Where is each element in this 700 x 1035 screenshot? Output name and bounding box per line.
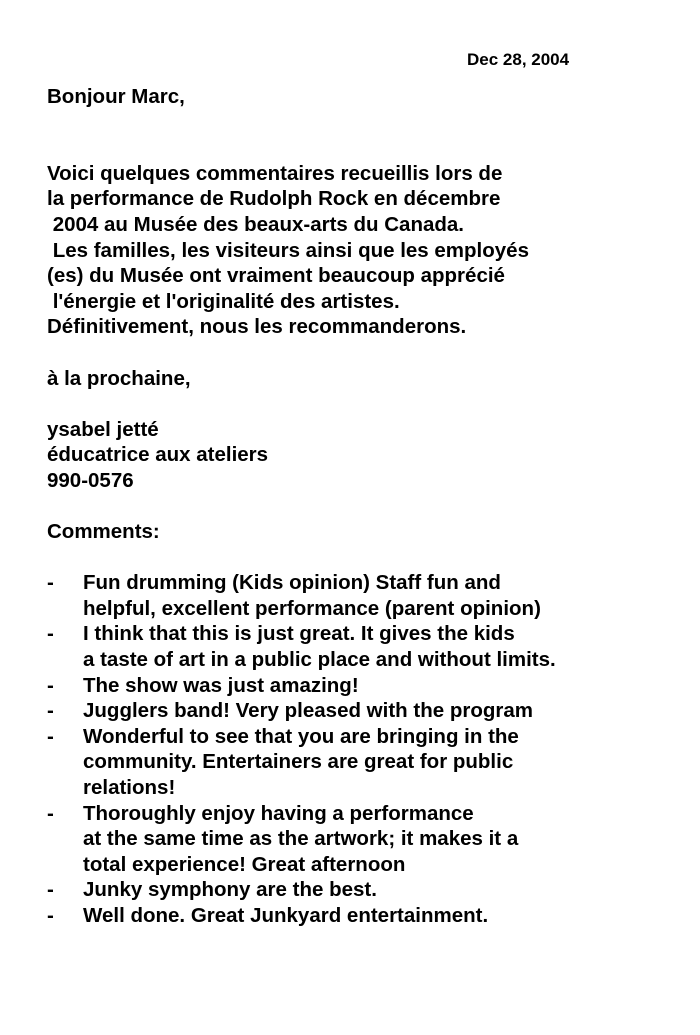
- list-item: [47, 724, 687, 801]
- spacer: [47, 545, 687, 571]
- comments-list: [47, 570, 687, 928]
- comment-line: Well done. Great Junkyard entertainment.: [83, 904, 489, 927]
- list-item: [47, 801, 687, 878]
- signature-role: éducatrice aux ateliers: [47, 443, 269, 467]
- spacer: [47, 340, 687, 366]
- paragraph-line: Les familles, les visiteurs ainsi que les employés: [47, 238, 529, 262]
- spacer: [47, 110, 687, 161]
- signature-name: ysabel jetté: [47, 417, 159, 441]
- bullet-dash: -: [47, 878, 54, 902]
- comment-line: Wonderful to see that you are bringing in the: [83, 724, 519, 748]
- paragraph: [47, 161, 687, 340]
- bullet-dash: -: [47, 699, 54, 723]
- comment-line: total experience! Great afternoon: [83, 852, 406, 876]
- spacer: [47, 494, 687, 520]
- comment-line: at the same time as the artwork; it makes it a: [83, 827, 519, 851]
- comment-line: a taste of art in a public place and without limits.: [83, 648, 556, 672]
- bullet-dash: -: [47, 801, 54, 825]
- comment-line: Thoroughly enjoy having a performance: [83, 801, 474, 825]
- spacer: [47, 391, 687, 417]
- greeting: Bonjour Marc,: [47, 85, 185, 108]
- comment-line: The show was just amazing!: [83, 673, 359, 697]
- closing: à la prochaine,: [47, 366, 191, 390]
- letter-body: [47, 84, 687, 929]
- paragraph-line: 2004 au Musée des beaux-arts du Canada.: [47, 212, 464, 236]
- signature-block: [47, 417, 687, 494]
- list-item: [47, 877, 687, 903]
- paragraph-line: Voici quelques commentaires recueillis lors de: [47, 161, 503, 185]
- comment-line: Fun drumming (Kids opinion) Staff fun and: [83, 571, 501, 595]
- list-item: [47, 621, 687, 672]
- list-item: [47, 673, 687, 699]
- bullet-dash: -: [47, 904, 54, 927]
- comments-heading: Comments:: [47, 520, 160, 544]
- signature-phone: 990-0576: [47, 468, 134, 492]
- comment-line: helpful, excellent performance (parent opinion): [83, 596, 541, 620]
- comment-line: relations!: [83, 776, 176, 800]
- paragraph-line: Définitivement, nous les recommanderons.: [47, 315, 467, 339]
- comment-line: Junky symphony are the best.: [83, 878, 377, 902]
- list-item: [47, 570, 687, 621]
- letter-date: Dec 28, 2004: [467, 50, 570, 69]
- list-item: [47, 903, 687, 929]
- list-item: [47, 698, 687, 724]
- bullet-dash: -: [47, 724, 54, 748]
- paragraph-line: l'énergie et l'originalité des artistes.: [47, 289, 400, 313]
- bullet-dash: -: [47, 673, 54, 697]
- comment-line: community. Entertainers are great for public: [83, 750, 514, 774]
- paragraph-line: (es) du Musée ont vraiment beaucoup apprécié: [47, 264, 505, 288]
- comment-line: Jugglers band! Very pleased with the program: [83, 699, 533, 723]
- comment-line: I think that this is just great. It gives the kids: [83, 622, 515, 646]
- paragraph-line: la performance de Rudolph Rock en décembre: [47, 187, 501, 211]
- bullet-dash: -: [47, 622, 54, 646]
- bullet-dash: -: [47, 571, 54, 595]
